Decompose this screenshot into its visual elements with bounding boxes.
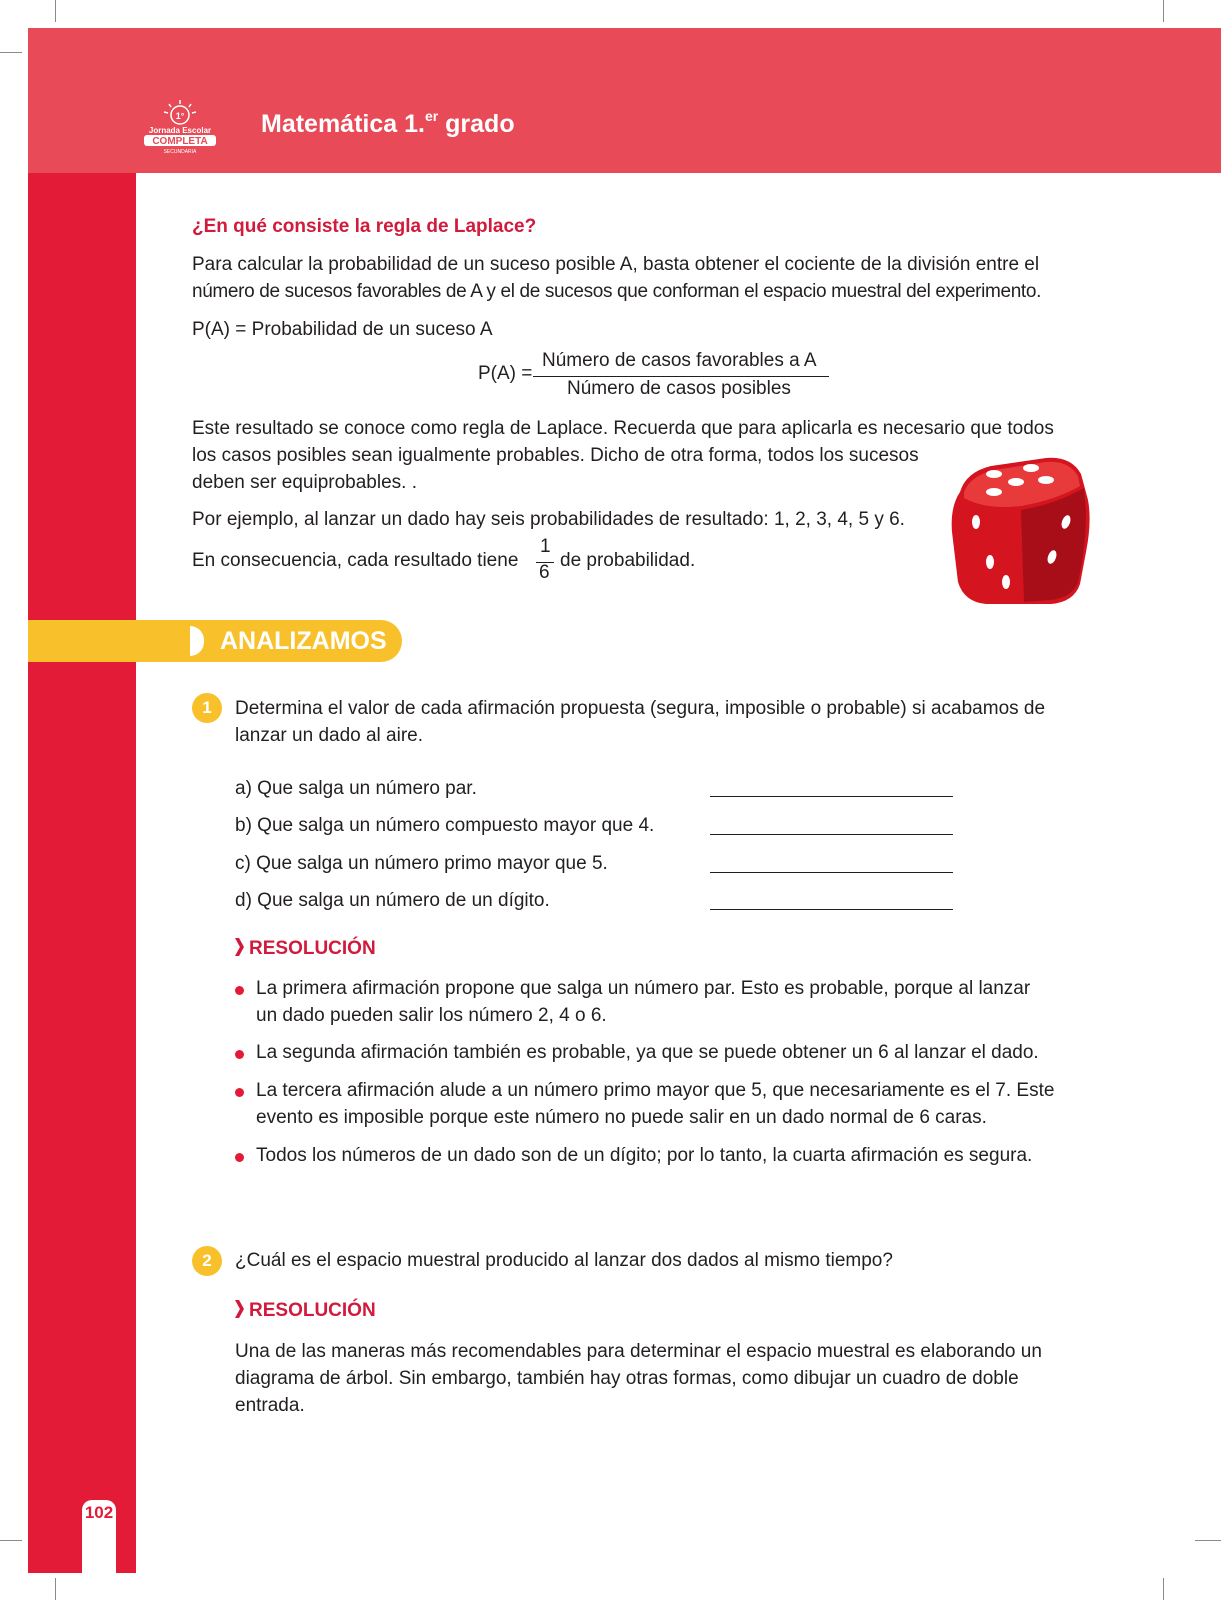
chevron-marker-icon xyxy=(235,1300,244,1318)
crop-mark xyxy=(1163,0,1164,22)
section-title: ANALIZAMOS xyxy=(220,627,387,655)
bullet-icon xyxy=(235,1050,244,1059)
resolution-label: RESOLUCIÓN xyxy=(249,1300,376,1321)
laplace-heading: ¿En qué consiste la regla de Laplace? xyxy=(192,216,537,237)
chevron-marker-icon xyxy=(235,938,244,956)
laplace-para2-line3: deben ser equiprobables. . xyxy=(192,472,417,493)
laplace-consequence-pre: En consecuencia, cada resultado tiene xyxy=(192,550,519,571)
laplace-para2-line1: Este resultado se conoce como regla de Laplace. Recuerda que para aplicarla es necesario que todos xyxy=(192,418,1054,439)
problem2-answer-line3: entrada. xyxy=(235,1395,305,1416)
laplace-intro-line1: Para calcular la probabilidad de un suceso posible A, basta obtener el cociente de la división entre el xyxy=(192,254,1040,275)
resolution-bullet-line: un dado pueden salir los número 2, 4 o 6. xyxy=(256,1005,607,1026)
school-logo xyxy=(140,96,220,156)
side-bar xyxy=(28,173,136,1573)
resolution-bullet-line: La segunda afirmación también es probable, ya que se puede obtener un 6 al lanzar el dado. xyxy=(256,1042,1039,1063)
bullet-icon xyxy=(235,1153,244,1162)
problem2-question: ¿Cuál es el espacio muestral producido al lanzar dos dados al mismo tiempo? xyxy=(235,1250,893,1271)
title-sup: er xyxy=(424,108,439,124)
answer-blank[interactable] xyxy=(710,796,953,797)
problem1-question-line2: lanzar un dado al aire. xyxy=(235,725,424,746)
resolution-bullet-line: evento es imposible porque este número no puede salir en un dado normal de 6 caras. xyxy=(256,1107,987,1128)
problem-number-badge: 1 xyxy=(192,693,222,723)
problem2-answer-line1: Una de las maneras más recomendables para determinar el espacio muestral es elaborando un xyxy=(235,1341,1042,1362)
formula-numerator: Número de casos favorables a A xyxy=(542,350,817,371)
problem1-item: b) Que salga un número compuesto mayor que 4. xyxy=(235,815,655,836)
problem1-item: c) Que salga un número primo mayor que 5. xyxy=(235,853,608,874)
title-main: Matemática 1. xyxy=(261,110,425,138)
formula-lhs: P(A) = xyxy=(478,363,533,384)
problem-number-badge: 2 xyxy=(192,1246,222,1276)
logo-line2: COMPLETA xyxy=(152,136,208,147)
laplace-para2-line2: los casos posibles sean igualmente probables. Dicho de otra forma, todos los sucesos xyxy=(192,445,919,466)
crop-mark xyxy=(1195,1540,1221,1541)
logo-line1: Jornada Escolar xyxy=(148,126,212,135)
laplace-example: Por ejemplo, al lanzar un dado hay seis probabilidades de resultado: 1, 2, 3, 4, 5 y 6. xyxy=(192,509,905,530)
crop-mark xyxy=(55,1578,56,1600)
bullet-icon xyxy=(235,986,244,995)
laplace-consequence-post: de probabilidad. xyxy=(560,550,696,571)
svg-text:1°: 1° xyxy=(175,111,185,121)
formula-fraction-bar xyxy=(533,376,829,377)
answer-blank[interactable] xyxy=(710,834,953,835)
problem1-question-line1: Determina el valor de cada afirmación propuesta (segura, imposible o probable) si acabamos de xyxy=(235,698,1046,719)
resolution-bullet-line: Todos los números de un dado son de un dígito; por lo tanto, la cuarta afirmación es segura. xyxy=(256,1145,1033,1166)
problem1-item: d) Que salga un número de un dígito. xyxy=(235,890,550,911)
title-end: grado xyxy=(438,110,515,138)
crop-mark xyxy=(55,0,56,22)
formula-denominator: Número de casos posibles xyxy=(567,378,791,399)
crop-mark xyxy=(0,52,22,53)
resolution-bullet-line: La tercera afirmación alude a un número primo mayor que 5, que necesariamente es el 7. Este xyxy=(256,1080,1055,1101)
bullet-icon xyxy=(235,1088,244,1097)
resolution-label: RESOLUCIÓN xyxy=(249,938,376,959)
problem2-answer-line2: diagrama de árbol. Sin embargo, también hay otras formas, como dibujar un cuadro de doble xyxy=(235,1368,1019,1389)
laplace-intro-line2: número de sucesos favorables de A y el de sucesos que conforman el espacio muestral del experimento. xyxy=(192,281,1042,302)
laplace-formula xyxy=(478,350,838,413)
probability-fraction xyxy=(536,538,554,588)
page-title xyxy=(261,110,515,139)
resolution-bullet-line: La primera afirmación propone que salga un número par. Esto es probable, porque al lanzar xyxy=(256,978,1031,999)
fraction-numerator: 1 xyxy=(540,536,551,557)
resolution-heading xyxy=(235,1300,376,1322)
answer-blank[interactable] xyxy=(710,872,953,873)
crop-mark xyxy=(1163,1578,1164,1600)
laplace-definition: P(A) = Probabilidad de un suceso A xyxy=(192,319,493,340)
resolution-heading xyxy=(235,938,376,960)
fraction-denominator: 6 xyxy=(539,562,550,583)
page-number: 102 xyxy=(84,1503,114,1522)
dice-image xyxy=(946,452,1096,607)
logo-line3: SECUNDARIA xyxy=(163,149,197,155)
answer-blank[interactable] xyxy=(710,909,953,910)
problem1-item: a) Que salga un número par. xyxy=(235,778,477,799)
crop-mark xyxy=(0,1540,22,1541)
